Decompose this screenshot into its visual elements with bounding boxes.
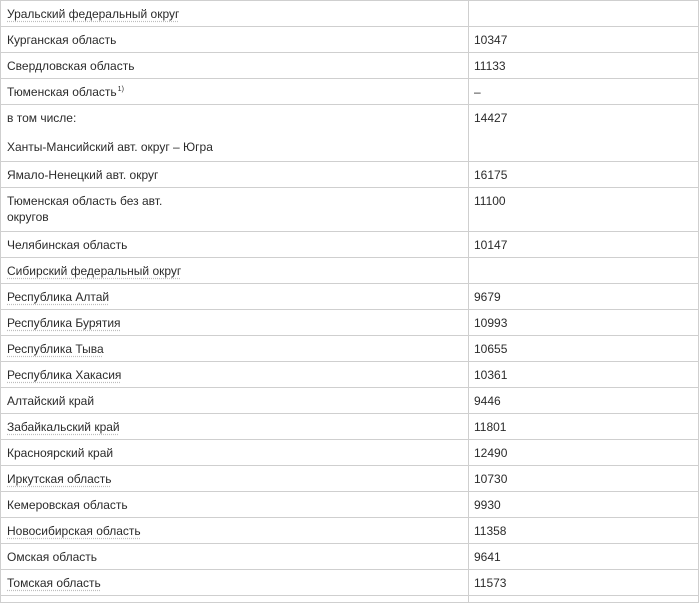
region-name-cell xyxy=(1,105,469,162)
region-value-cell xyxy=(469,1,699,27)
region-value: 10993 xyxy=(474,316,508,330)
region-value-cell xyxy=(469,570,699,596)
region-value-cell xyxy=(469,53,699,79)
table-row xyxy=(1,27,699,53)
region-value: 9446 xyxy=(474,394,501,408)
region-name-cell xyxy=(1,79,469,105)
region-value-cell xyxy=(469,362,699,388)
region-name: Челябинская область xyxy=(7,238,128,252)
region-value: 10361 xyxy=(474,368,508,382)
region-value: 11133 xyxy=(474,59,506,73)
region-value: 9641 xyxy=(474,550,501,564)
table-row xyxy=(1,362,699,388)
region-value-cell xyxy=(469,492,699,518)
region-value-cell xyxy=(469,284,699,310)
region-name: Омская область xyxy=(7,550,98,564)
table-row xyxy=(1,1,699,27)
region-value: 11358 xyxy=(474,524,507,538)
table-row xyxy=(1,518,699,544)
table-row xyxy=(1,440,699,466)
region-name-cell xyxy=(1,570,469,596)
region-name-cell xyxy=(1,362,469,388)
region-value-cell xyxy=(469,596,699,603)
table-row xyxy=(1,79,699,105)
region-name: Новосибирская область xyxy=(7,524,141,538)
region-name: Свердловская область xyxy=(7,59,135,73)
table-row xyxy=(1,570,699,596)
region-value: 10147 xyxy=(474,238,508,252)
region-name: Томская область xyxy=(7,576,101,590)
table-row xyxy=(1,232,699,258)
region-name-cell xyxy=(1,258,469,284)
table-row xyxy=(1,310,699,336)
region-value xyxy=(474,1,692,6)
region-name: Ханты-Мансийский авт. округ – Югра xyxy=(7,140,213,154)
region-name: Иркутская область xyxy=(7,472,112,486)
table-row xyxy=(1,258,699,284)
region-value: 9930 xyxy=(474,498,501,512)
region-name-cell xyxy=(1,388,469,414)
region-name-cell xyxy=(1,440,469,466)
table-row xyxy=(1,188,699,232)
table-row xyxy=(1,492,699,518)
region-value: 12490 xyxy=(474,446,508,460)
table-row xyxy=(1,596,699,603)
region-value: 11801 xyxy=(474,420,507,434)
region-value: 14427 xyxy=(474,111,508,125)
region-value: – xyxy=(474,85,481,99)
subgroup-label: в том числе: xyxy=(7,111,77,125)
footnote-marker: 1) xyxy=(117,86,124,93)
region-name-cell xyxy=(1,284,469,310)
region-name: Красноярский край xyxy=(7,446,114,460)
region-value-cell xyxy=(469,518,699,544)
region-value-cell xyxy=(469,188,699,232)
region-value: 11573 xyxy=(474,576,507,590)
region-value: 10655 xyxy=(474,342,508,356)
region-name-cell xyxy=(1,162,469,188)
region-name: Алтайский край xyxy=(7,394,95,408)
region-value-cell xyxy=(469,232,699,258)
table-row xyxy=(1,105,699,162)
table-row xyxy=(1,53,699,79)
table-row xyxy=(1,162,699,188)
region-name-cell xyxy=(1,492,469,518)
region-name-cell xyxy=(1,596,469,603)
region-name-cell xyxy=(1,53,469,79)
region-name: Уральский федеральный округ xyxy=(7,7,180,21)
region-value-cell xyxy=(469,105,699,162)
region-value: 16175 xyxy=(474,168,508,182)
region-value-cell xyxy=(469,388,699,414)
region-name-cell xyxy=(1,232,469,258)
table-row xyxy=(1,414,699,440)
table-row xyxy=(1,544,699,570)
region-value: 9679 xyxy=(474,290,501,304)
region-name: Республика Тыва xyxy=(7,342,104,356)
region-value-cell xyxy=(469,310,699,336)
region-name: Республика Хакасия xyxy=(7,368,122,382)
table-row xyxy=(1,284,699,310)
region-value-cell xyxy=(469,466,699,492)
region-value-cell xyxy=(469,162,699,188)
region-value-cell xyxy=(469,544,699,570)
table-row xyxy=(1,466,699,492)
region-name: Тюменская область без авт. округов xyxy=(7,194,163,224)
region-value-cell xyxy=(469,258,699,284)
region-name: Кемеровская область xyxy=(7,498,128,512)
region-name: Сибирский федеральный округ xyxy=(7,264,182,278)
region-value-cell xyxy=(469,79,699,105)
region-name-cell xyxy=(1,518,469,544)
region-value: 10347 xyxy=(474,33,508,47)
region-name: Ямало-Ненецкий авт. округ xyxy=(7,168,159,182)
region-name-cell xyxy=(1,188,469,232)
region-value-cell xyxy=(469,27,699,53)
region-name: Забайкальский край xyxy=(7,420,120,434)
region-value-cell xyxy=(469,336,699,362)
region-name-cell xyxy=(1,414,469,440)
region-name: Курганская область xyxy=(7,33,117,47)
region-value-cell xyxy=(469,414,699,440)
region-name-cell xyxy=(1,466,469,492)
region-name-cell xyxy=(1,310,469,336)
region-name-cell xyxy=(1,336,469,362)
region-name-cell xyxy=(1,1,469,27)
region-value-cell xyxy=(469,440,699,466)
table-row xyxy=(1,336,699,362)
region-value: 10730 xyxy=(474,472,508,486)
region-name-cell xyxy=(1,544,469,570)
region-name-with-note xyxy=(7,79,462,100)
region-value xyxy=(474,258,692,263)
table-row xyxy=(1,388,699,414)
region-name: Тюменская область xyxy=(7,85,117,99)
region-value: 11100 xyxy=(474,194,506,208)
region-name: Республика Алтай xyxy=(7,290,110,304)
region-name-cell xyxy=(1,27,469,53)
region-name: Республика Бурятия xyxy=(7,316,121,330)
